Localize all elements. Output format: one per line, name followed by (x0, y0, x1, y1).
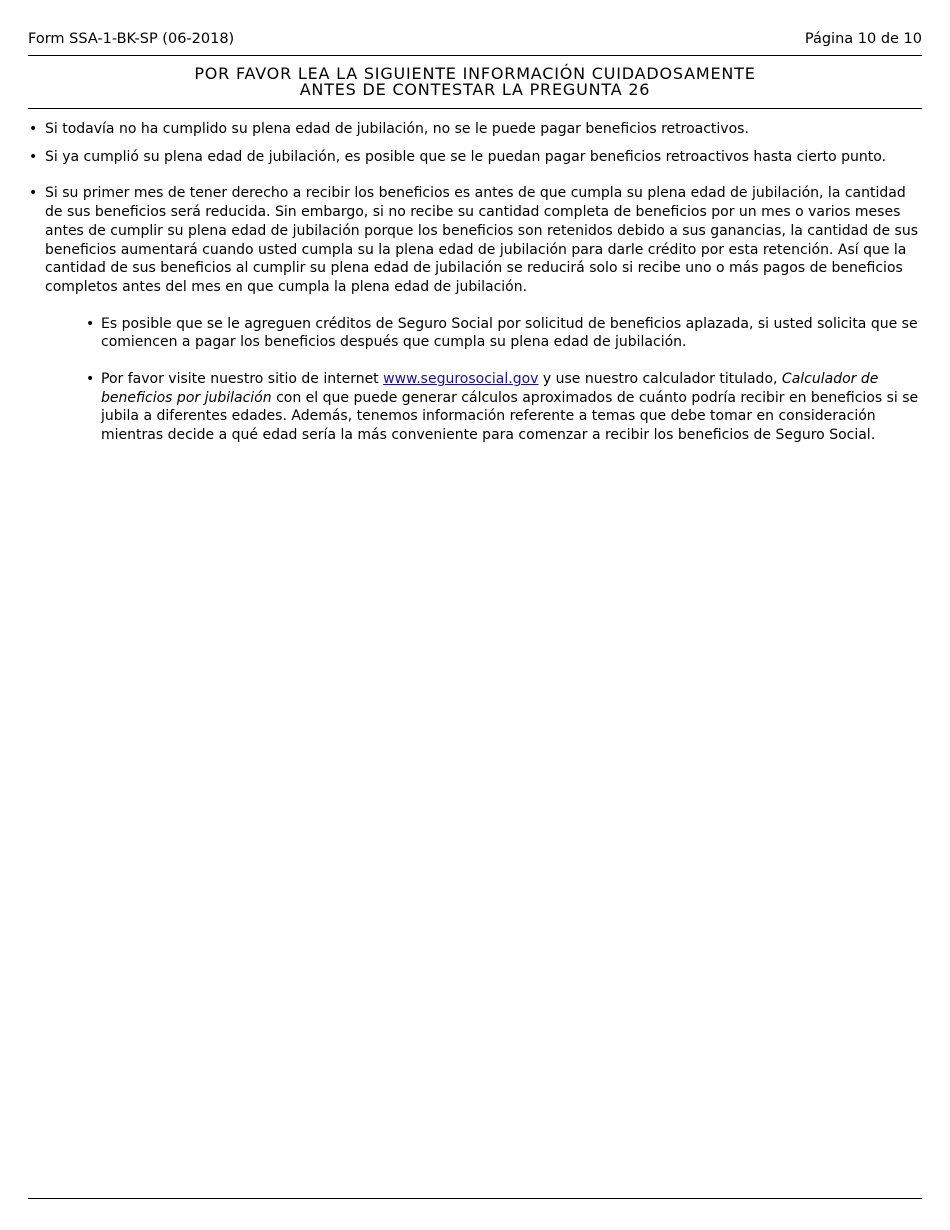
sub-bullet-text (101, 371, 918, 443)
segurosocial-link[interactable]: www.segurosocial.gov (383, 371, 539, 388)
bullet-dot-icon: • (29, 148, 38, 165)
text-suffix: con el que puede generar cálculos aproximados de cuánto podría recibir en beneficios si se jubila a diferentes edades. Además, tenemos información referente a temas que debe tomar en consideración mientras decide a qué edad sería la más conveniente para comenzar a recibir los beneficios de Seguro Social. (101, 389, 919, 444)
bullet-dot-icon: • (29, 185, 38, 202)
page-number: Página 10 de 10 (804, 31, 922, 47)
title-line-1: POR FAVOR LEA LA SIGUIENTE INFORMACIÓN CUIDADOSAMENTE (194, 64, 756, 83)
sub-bullet-item (28, 315, 922, 352)
bullet-item (28, 148, 922, 167)
text-prefix: Por favor visite nuestro sitio de internet (101, 371, 379, 388)
sub-bullet-item (28, 370, 922, 445)
bullet-text: Si su primer mes de tener derecho a recibir los beneficios es antes de que cumpla su plena edad de jubilación, la cantidad de sus beneficios será reducida. Sin embargo, si no recibe su cantidad completa de beneficios por un mes o varios meses antes de cumplir su plena edad de jubilación porque los beneficios son retenidos debido a sus ganancias, la cantidad de sus beneficios aumentará cuando usted cumpla su la plena edad de jubilación para darle crédito por esta retención. Así que la cantidad de sus beneficios al cumplir su plena edad de jubilación se reducirá solo si recibe uno o más pagos de beneficios completos antes del mes en que cumpla la plena edad de jubilación. (45, 185, 919, 295)
body-content (28, 120, 922, 445)
header-rule (28, 55, 922, 56)
page-header (28, 31, 922, 51)
bullet-item (28, 120, 922, 139)
bullet-text: Si todavía no ha cumplido su plena edad de jubilación, no se le puede pagar beneficios retroactivos. (45, 121, 749, 137)
calculator-title: Calculador de beneficios por jubilación (101, 371, 879, 406)
title-rule (28, 108, 922, 109)
title-line-2: ANTES DE CONTESTAR LA PREGUNTA 26 (299, 80, 651, 99)
footer-rule (28, 1198, 922, 1199)
bullet-dot-icon: • (86, 371, 95, 388)
sub-bullet-text: Es posible que se le agreguen créditos de Seguro Social por solicitud de beneficios aplazada, si usted solicita que se comiencen a pagar los beneficios después que cumpla su plena edad de jubilación. (101, 315, 918, 351)
form-id: Form SSA-1-BK-SP (06-2018) (28, 31, 235, 47)
bullet-item (28, 184, 922, 296)
section-title (28, 66, 922, 98)
text-middle: y use nuestro calculador titulado, (542, 371, 778, 388)
bullet-dot-icon: • (29, 121, 38, 137)
bullet-text: Si ya cumplió su plena edad de jubilación, es posible que se le puedan pagar beneficios retroactivos hasta cierto punto. (45, 148, 887, 165)
bullet-dot-icon: • (86, 315, 95, 332)
